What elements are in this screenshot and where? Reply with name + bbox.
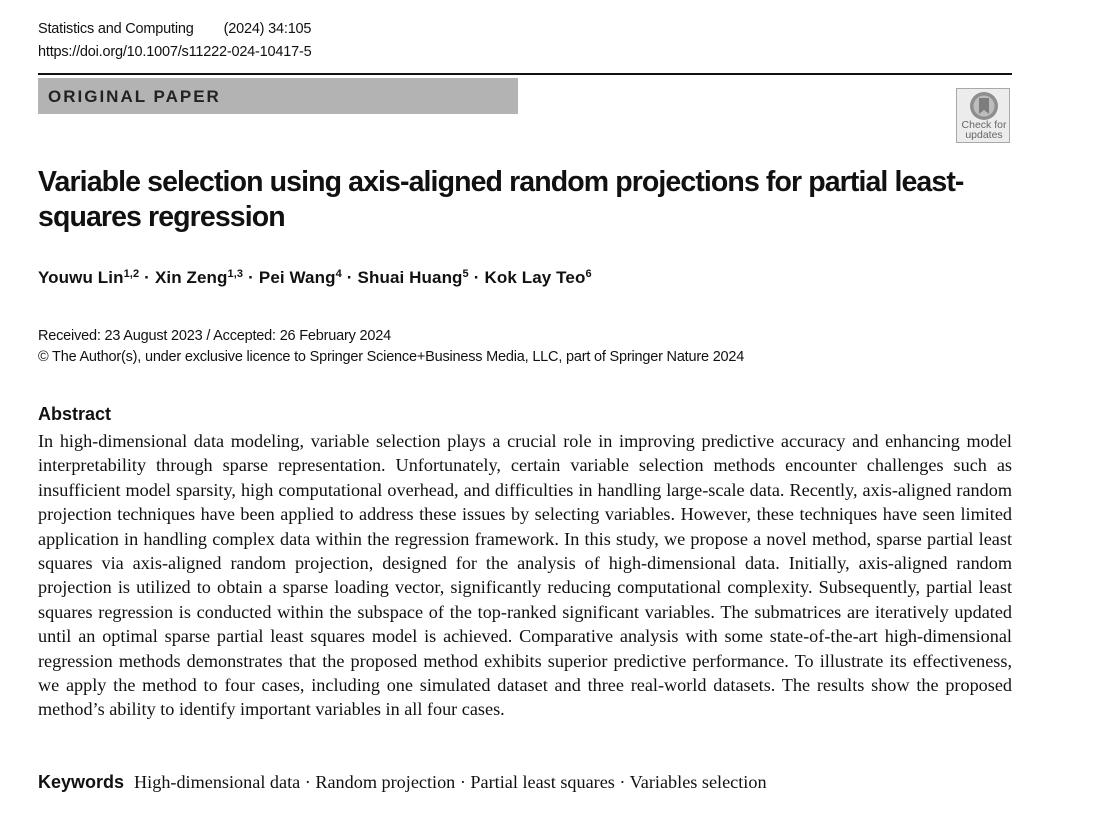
doi-link[interactable]: https://doi.org/10.1007/s11222-024-10417-5 [38,44,312,60]
author-affiliation: 5 [462,268,469,280]
author-affiliation: 1,3 [227,268,244,280]
keywords-line [38,772,767,793]
paper-type-banner [38,78,518,114]
author-separator: · [144,268,150,287]
header-rule [38,73,1012,75]
author-affiliation: 4 [335,268,342,280]
author-name[interactable]: Pei Wang$^4$ [258,268,342,287]
check-for-updates-text [957,120,1011,140]
abstract-body: In high-dimensional data modeling, variable selection plays a crucial role in improving predictive accuracy and enhancing model interpretability through sparse representation. Unfortunately, certain variable selection methods encounter challenges such as insufficient model sparsity, high computational overhead, and difficulties in handling large-scale data. Recently, axis-aligned random projection techniques have been applied to address these issues by selecting variables. However, these techniques have seen limited application in handling complex data within the regression framework. In this study, we propose a novel method, sparse partial least squares via axis-aligned random projection, designed for the analysis of high-dimensional data. Initially, axis-aligned random projection is utilized to obtain a sparse loading vector, significantly reducing computational complexity. Subsequently, partial least squares regression is conducted within the subspace of the top-ranked significant variables. The submatrices are iteratively updated until an optimal sparse partial least squares model is achieved. Comparative analysis with some state-of-the-art high-dimensional regression methods demonstrates that the proposed method exhibits superior predictive performance. To illustrate its effectiveness, we apply the method to four cases, including one simulated dataset and three real-world datasets. The results show the proposed method’s ability to identify important variables in all four cases. [38,431,1012,720]
author-affiliation: 6 [585,268,592,280]
check-for-updates-badge[interactable] [956,88,1010,143]
keywords-label: Keywords [38,772,125,792]
author-affiliation: 1,2 [123,268,140,280]
author-list [38,268,592,288]
author-separator: · [248,268,254,287]
keywords-list: High-dimensional data · Random projection · Partial least squares · Variables selection [134,772,767,792]
abstract-heading: Abstract [38,404,112,424]
author-separator: · [346,268,353,287]
journal-volume: (2024) 34:105 [223,21,312,37]
received-accepted-dates: Received: 23 August 2023 / Accepted: 26 February 2024 [38,328,391,344]
paper-type-label: ORIGINAL PAPER [48,87,221,106]
check-updates-line2: updates [965,129,1003,141]
author-name[interactable]: Youwu Lin$^{1,2}$ [38,268,140,287]
paper-title: Variable selection using axis-aligned random projections for partial least-squares regression [38,166,964,233]
bookmark-badge-icon [967,91,1001,121]
author-separator: · [473,268,480,287]
author-name[interactable]: Kok Lay Teo$^6$ [484,268,592,287]
author-name[interactable]: Shuai Huang$^5$ [357,268,469,287]
check-updates-line1: Check for [961,119,1007,131]
copyright-notice: © The Author(s), under exclusive licence to Springer Science+Business Media, LLC, part of Springer Nature 2024 [38,349,745,365]
author-name[interactable]: Xin Zeng$^{1,3}$ [154,268,244,287]
journal-name: Statistics and Computing [38,21,194,37]
journal-citation [38,21,311,37]
